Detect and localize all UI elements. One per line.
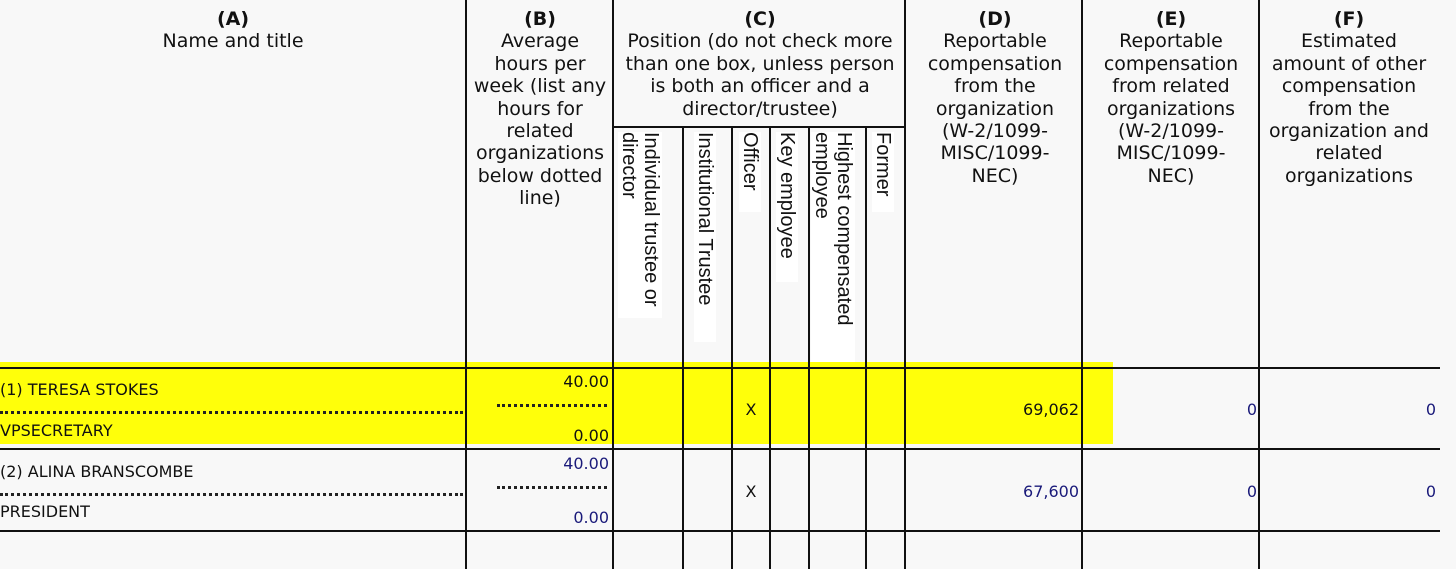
row-1-comp-related: 0	[1246, 400, 1257, 419]
row-2-hours: 40.00	[563, 454, 609, 473]
row-2-comp-org: 67,600	[1023, 482, 1079, 501]
subheader-highest-compensated: Highest compensated employee	[811, 132, 855, 362]
header-d-label: Reportable compensation from the organization (W-2/1099-MISC/1099-NEC)	[927, 30, 1063, 187]
row-1-hours: 40.00	[563, 372, 609, 391]
header-e	[1100, 8, 1242, 187]
row-2-hours-dotted-line	[497, 486, 607, 489]
divider-c2-c3	[731, 127, 733, 569]
row-2-comp-related: 0	[1246, 482, 1257, 501]
divider-c4-c5	[808, 127, 810, 569]
header-b-letter: (B)	[524, 8, 556, 30]
header-a	[150, 8, 316, 53]
divider-c5-c6	[865, 127, 867, 569]
subheader-officer: Officer	[739, 132, 761, 212]
header-b	[472, 8, 608, 210]
divider-b-c	[612, 0, 614, 569]
row-1-hours-dotted-line	[497, 404, 607, 407]
subheader-former: Former	[872, 132, 894, 212]
position-subheader-line	[612, 126, 906, 128]
subheader-institutional-trustee: Institutional Trustee	[694, 132, 716, 342]
row-1-bottom-line	[0, 448, 1440, 450]
header-c-letter: (C)	[744, 8, 776, 30]
header-f-letter: (F)	[1333, 8, 1365, 30]
row-1-officer-mark: X	[745, 400, 757, 419]
header-d-letter: (D)	[978, 8, 1012, 30]
divider-c-d	[904, 0, 906, 569]
header-c-label: Position (do not check more than one box, unless person is both an officer and a director/trustee)	[625, 30, 895, 120]
divider-c1-c2	[682, 127, 684, 569]
header-e-label: Reportable compensation from related organizations (W-2/1099-MISC/1099-NEC)	[1103, 30, 1239, 187]
divider-d-e	[1081, 0, 1083, 569]
row-1-title: VPSECRETARY	[0, 421, 113, 440]
header-c	[618, 8, 902, 120]
header-f	[1262, 8, 1436, 187]
row-2-officer-mark: X	[745, 482, 757, 501]
header-a-label: Name and title	[162, 30, 304, 53]
divider-c3-c4	[769, 127, 771, 569]
subheader-key-employee: Key employee	[776, 132, 798, 282]
header-f-label: Estimated amount of other compensation from the organization and related organizations	[1269, 30, 1429, 187]
row-2-bottom-line	[0, 530, 1440, 532]
row-2-title: PRESIDENT	[0, 502, 90, 521]
row-1-related-hours: 0.00	[573, 426, 609, 445]
row-1-name: (1) TERESA STOKES	[0, 380, 159, 399]
divider-e-f	[1258, 0, 1260, 569]
header-bottom-line	[0, 367, 1440, 369]
row-2-comp-other: 0	[1425, 482, 1436, 501]
row-1-comp-org: 69,062	[1023, 400, 1079, 419]
header-b-label: Average hours per week (list any hours for related organizations below dotted line)	[473, 30, 607, 210]
header-e-letter: (E)	[1155, 8, 1187, 30]
header-d	[924, 8, 1066, 187]
row-2-name: (2) ALINA BRANSCOMBE	[0, 462, 194, 481]
subheader-individual-trustee: Individual trustee or director	[618, 132, 662, 318]
row-2-name-dotted-line	[0, 493, 463, 496]
row-1-comp-other: 0	[1425, 400, 1436, 419]
header-a-letter: (A)	[216, 8, 250, 30]
divider-a-b	[465, 0, 467, 569]
row-1-name-dotted-line	[0, 411, 463, 414]
row-2-related-hours: 0.00	[573, 508, 609, 527]
